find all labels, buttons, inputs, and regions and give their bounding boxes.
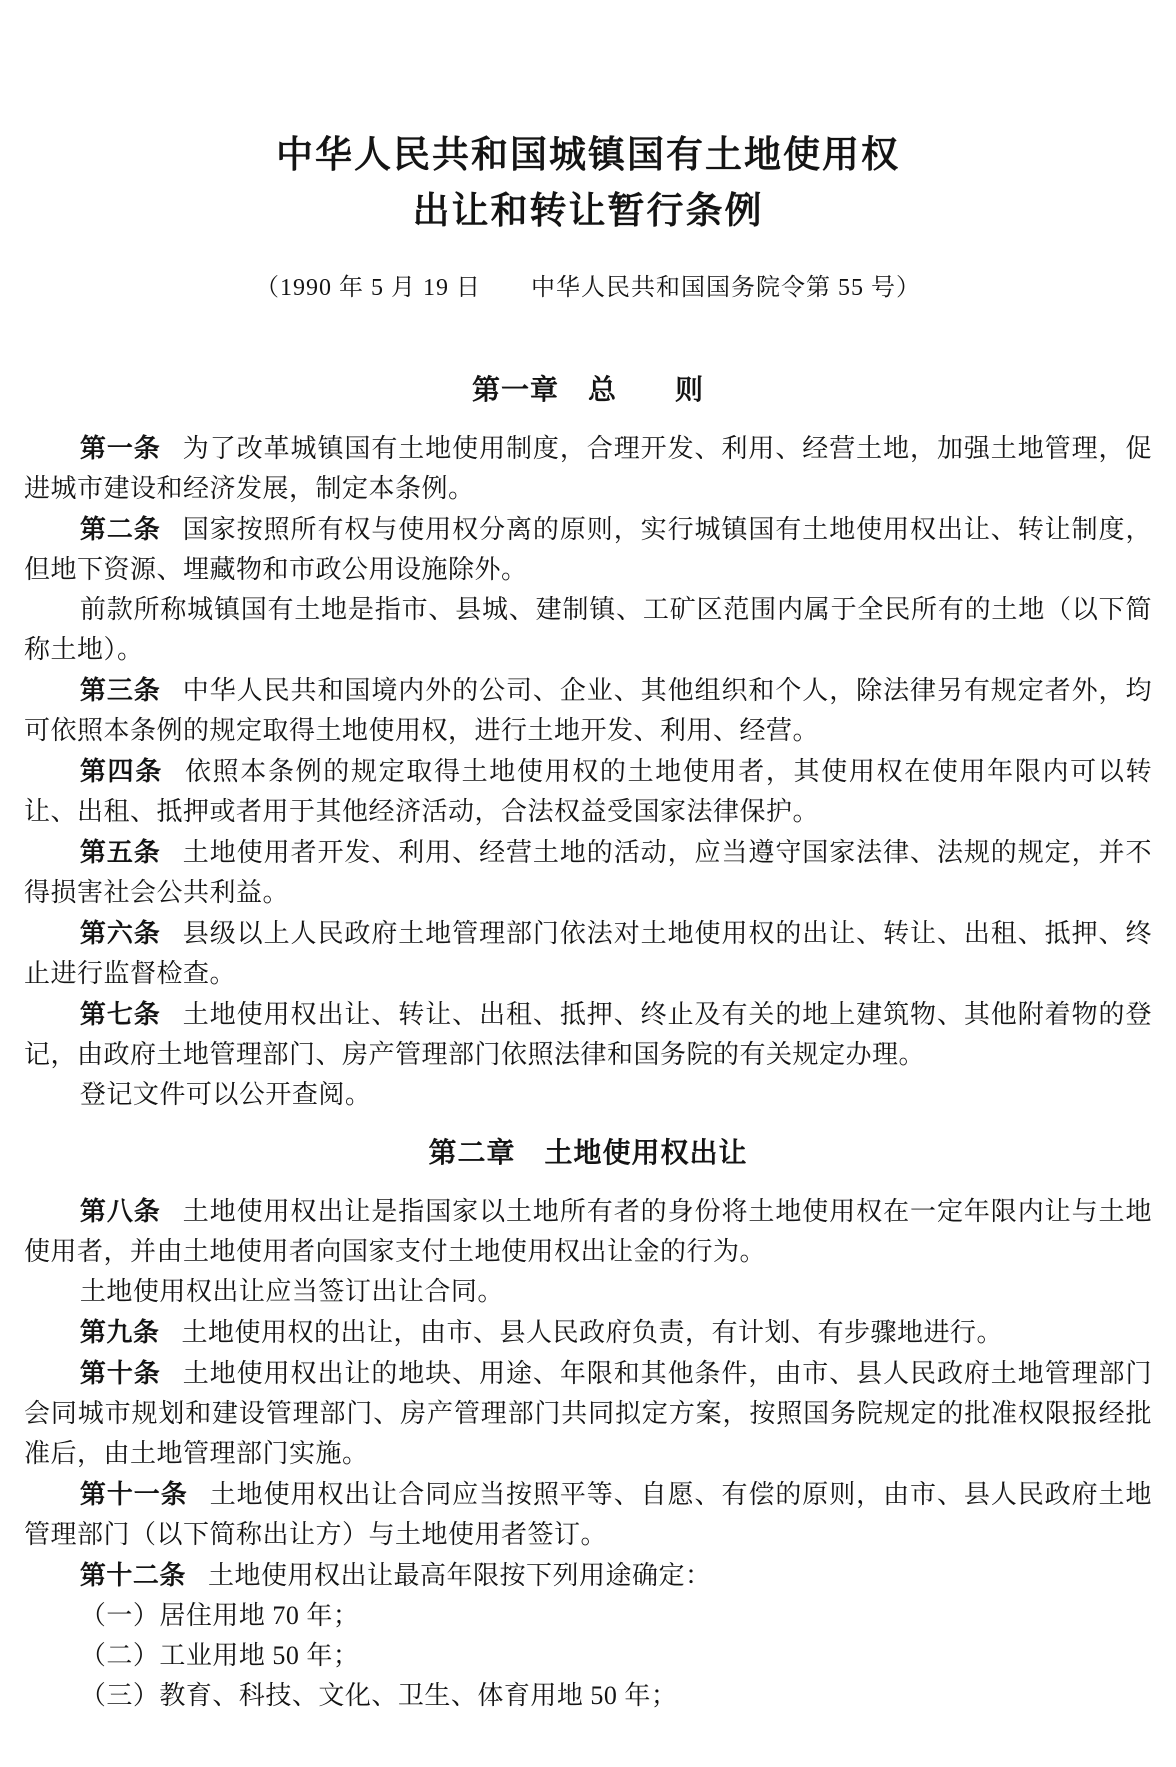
article-number: 第四条: [79, 756, 163, 786]
article-number: 第十条: [79, 1358, 161, 1388]
article-number: 第二条: [79, 514, 161, 544]
article-paragraph: [24, 751, 1152, 832]
article-text: 中华人民共和国境内外的公司、企业、其他组织和个人，除法律另有规定者外，均可依照本条例的规定取得土地使用权，进行土地开发、利用、经营。: [24, 676, 1152, 745]
article-paragraph: [24, 1555, 1152, 1596]
article-number: 第一条: [79, 433, 161, 463]
article-number: 第十二条: [79, 1560, 186, 1590]
article-number: 第十一条: [79, 1479, 188, 1509]
article-number: 第六条: [79, 918, 161, 948]
article-text: 土地使用权出让是指国家以土地所有者的身份将土地使用权在一定年限内让与土地使用者，并由土地使用者向国家支付土地使用权出让金的行为。: [24, 1197, 1152, 1266]
document-title: [24, 128, 1152, 240]
article-paragraph: [24, 1596, 1152, 1636]
article-paragraph: [24, 913, 1152, 994]
article-text: 土地使用权出让合同应当按照平等、自愿、有偿的原则，由市、县人民政府土地管理部门（以下简称出让方）与土地使用者签订。: [24, 1480, 1152, 1549]
article-number: 第九条: [79, 1317, 160, 1347]
article-text: 登记文件可以公开查阅。: [79, 1080, 372, 1109]
article-paragraph: [24, 670, 1152, 751]
document-title-line1: 中华人民共和国城镇国有土地使用权: [276, 135, 900, 176]
chapter-heading: 第一章 总 则: [471, 374, 704, 405]
document-body: [24, 370, 1152, 1716]
article-text: 土地使用权出让最高年限按下列用途确定：: [208, 1561, 712, 1590]
article-paragraph: [24, 1272, 1152, 1312]
article-number: 第五条: [79, 837, 161, 867]
chapter: [24, 370, 1152, 1115]
chapter: [24, 1133, 1152, 1716]
article-paragraph: [24, 1636, 1152, 1676]
article-text: （三）教育、科技、文化、卫生、体育用地 50 年；: [79, 1681, 678, 1710]
article-text: 县级以上人民政府土地管理部门依法对土地使用权的出让、转让、出租、抵押、终止进行监督检查。: [24, 919, 1152, 988]
article-text: 前款所称城镇国有土地是指市、县城、建制镇、工矿区范围内属于全民所有的土地（以下简称土地）。: [24, 595, 1152, 664]
chapter-heading: 第二章 土地使用权出让: [428, 1137, 748, 1168]
article-number: 第八条: [79, 1196, 161, 1226]
article-text: 土地使用权出让的地块、用途、年限和其他条件，由市、县人民政府土地管理部门会同城市规划和建设管理部门、房产管理部门共同拟定方案，按照国务院规定的批准权限报经批准后，由土地管理部门实施。: [24, 1359, 1152, 1468]
article-text: 依照本条例的规定取得土地使用权的土地使用者，其使用权在使用年限内可以转让、出租、抵押或者用于其他经济活动，合法权益受国家法律保护。: [24, 757, 1152, 826]
article-number: 第七条: [79, 999, 161, 1029]
article-text: 土地使用权出让、转让、出租、抵押、终止及有关的地上建筑物、其他附着物的登记，由政府土地管理部门、房产管理部门依照法律和国务院的有关规定办理。: [24, 1000, 1152, 1069]
document-title-line2: 出让和转让暂行条例: [412, 191, 764, 232]
article-paragraph: [24, 1191, 1152, 1272]
article-paragraph: [24, 590, 1152, 670]
article-paragraph: [24, 1676, 1152, 1716]
article-paragraph: [24, 428, 1152, 509]
article-paragraph: [24, 994, 1152, 1075]
article-paragraph: [24, 1075, 1152, 1115]
article-paragraph: [24, 832, 1152, 913]
article-text: 国家按照所有权与使用权分离的原则，实行城镇国有土地使用权出让、转让制度，但地下资源、埋藏物和市政公用设施除外。: [24, 515, 1152, 584]
article-text: 土地使用者开发、利用、经营土地的活动，应当遵守国家法律、法规的规定，并不得损害社会公共利益。: [24, 838, 1152, 907]
article-paragraph: [24, 1474, 1152, 1555]
article-paragraph: [24, 1353, 1152, 1474]
article-text: 土地使用权出让应当签订出让合同。: [79, 1277, 504, 1306]
article-text: （二）工业用地 50 年；: [79, 1641, 360, 1670]
article-number: 第三条: [79, 675, 161, 705]
article-text: 土地使用权的出让，由市、县人民政府负责，有计划、有步骤地进行。: [181, 1318, 1004, 1347]
article-text: 为了改革城镇国有土地使用制度，合理开发、利用、经营土地，加强土地管理，促进城市建设和经济发展，制定本条例。: [24, 434, 1152, 503]
article-paragraph: [24, 509, 1152, 590]
promulgation-line: （1990 年 5 月 19 日 中华人民共和国国务院令第 55 号）: [255, 275, 921, 301]
article-text: （一）居住用地 70 年；: [79, 1601, 360, 1630]
article-paragraph: [24, 1312, 1152, 1353]
